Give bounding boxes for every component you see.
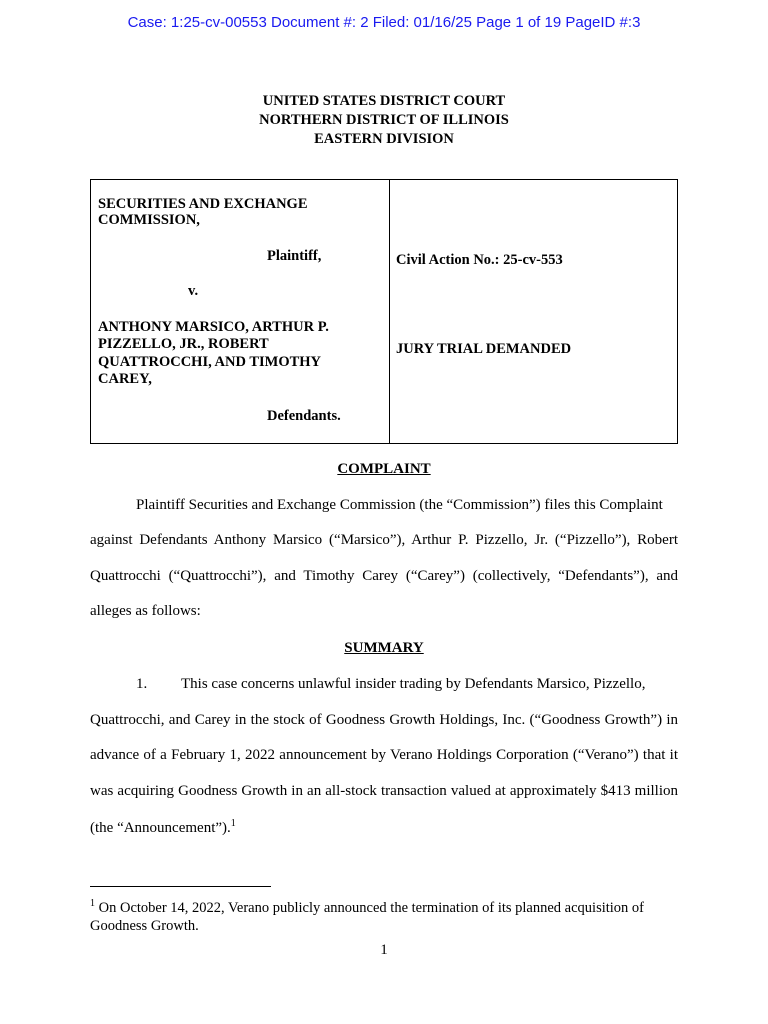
defendants-role: Defendants. bbox=[267, 408, 341, 424]
paragraph-line: advance of a February 1, 2022 announcement by Verano Holdings Corporation (“Verano”) that it bbox=[90, 747, 678, 763]
court-name: UNITED STATES DISTRICT COURT bbox=[262, 93, 506, 109]
intro-line: against Defendants Anthony Marsico (“Marsico”), Arthur P. Pizzello, Jr. (“Pizzello”), Robert bbox=[90, 532, 678, 548]
plaintiff-name-line2: COMMISSION, bbox=[98, 212, 200, 228]
court-heading bbox=[0, 92, 768, 149]
civil-action-number: Civil Action No.: 25-cv-553 bbox=[396, 252, 563, 268]
defendants-line2: PIZZELLO, JR., ROBERT bbox=[98, 336, 269, 352]
defendants-line4: CAREY, bbox=[98, 371, 152, 387]
caption-divider bbox=[389, 180, 390, 443]
footnote-marker: 1 bbox=[90, 898, 95, 909]
versus: v. bbox=[188, 283, 199, 299]
paragraph-line-last bbox=[90, 818, 236, 837]
footnote bbox=[90, 895, 680, 935]
complaint-heading: COMPLAINT bbox=[337, 461, 431, 477]
case-header-stamp: Case: 1:25-cv-00553 Document #: 2 Filed: 01/16/25 Page 1 of 19 PageID #:3 bbox=[127, 14, 641, 31]
defendants-line1: ANTHONY MARSICO, ARTHUR P. bbox=[98, 319, 329, 335]
page-number: 1 bbox=[380, 942, 388, 958]
plaintiff-role: Plaintiff, bbox=[267, 248, 322, 264]
court-district: NORTHERN DISTRICT OF ILLINOIS bbox=[259, 112, 509, 128]
summary-heading: SUMMARY bbox=[344, 640, 424, 656]
intro-line: Plaintiff Securities and Exchange Commission (the “Commission”) files this Complaint bbox=[136, 497, 663, 513]
paragraph-line: (the “Announcement”). bbox=[90, 820, 231, 836]
intro-line: Quattrocchi (“Quattrocchi”), and Timothy Carey (“Carey”) (collectively, “Defendants”), and bbox=[90, 568, 678, 584]
footnote-reference[interactable]: 1 bbox=[230, 818, 236, 829]
footnote-text: On October 14, 2022, Verano publicly announced the termination of its planned acquisition of Goodness Growth. bbox=[90, 900, 644, 934]
case-caption-box bbox=[90, 179, 678, 444]
plaintiff-name-line1: SECURITIES AND EXCHANGE bbox=[98, 196, 308, 212]
footnote-separator bbox=[90, 886, 271, 887]
intro-line: alleges as follows: bbox=[90, 603, 201, 619]
court-division: EASTERN DIVISION bbox=[314, 131, 454, 147]
paragraph-number: 1. bbox=[136, 676, 148, 692]
paragraph-line: Quattrocchi, and Carey in the stock of Goodness Growth Holdings, Inc. (“Goodness Growth”) in bbox=[90, 712, 678, 728]
paragraph-line: This case concerns unlawful insider trading by Defendants Marsico, Pizzello, bbox=[181, 676, 646, 692]
defendants-line3: QUATTROCCHI, AND TIMOTHY bbox=[98, 354, 322, 370]
jury-trial-demanded: JURY TRIAL DEMANDED bbox=[396, 341, 572, 357]
paragraph-line: was acquiring Goodness Growth in an all-stock transaction valued at approximately $413 million bbox=[90, 783, 678, 799]
